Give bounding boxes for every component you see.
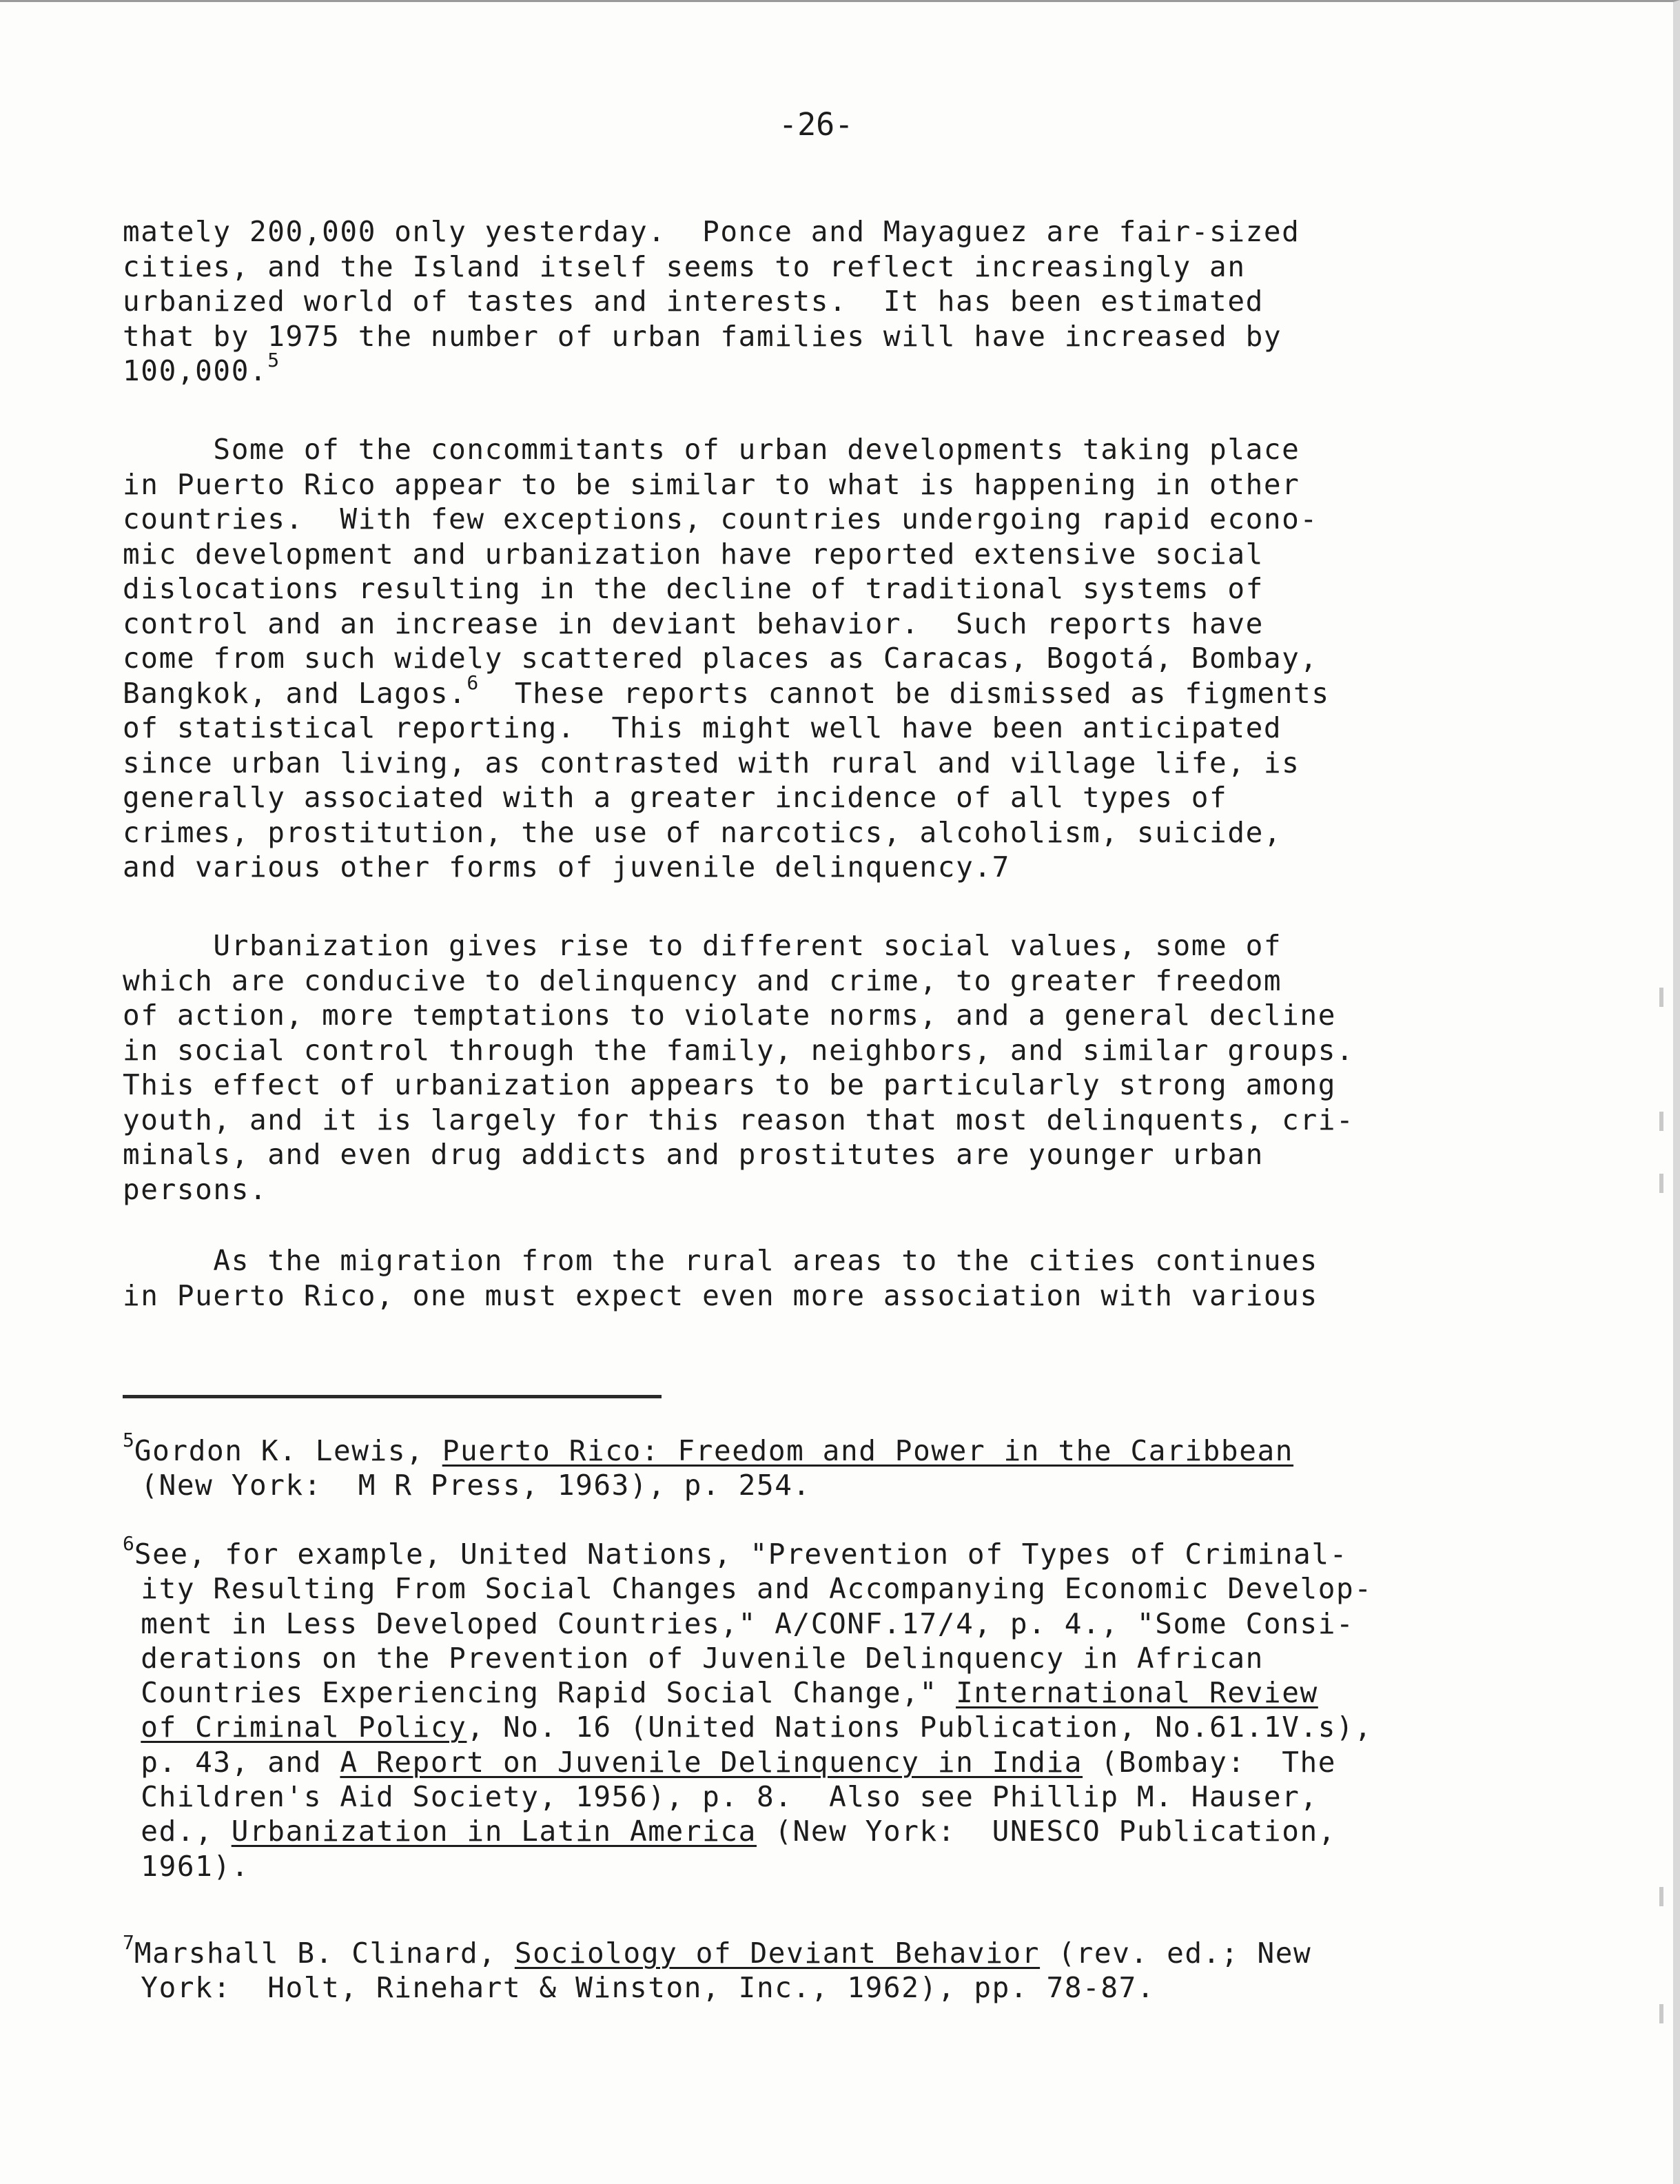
footnote-line — [123, 1675, 1542, 1710]
footnote-6 — [123, 1532, 1542, 1884]
text-line: urbanized world of tastes and interests. It has been estimated — [123, 285, 1264, 318]
text-line: youth, and it is largely for this reason that most delinquents, cri- — [123, 1103, 1355, 1136]
text-line: that by 1975 the number of urban families will have increased by — [123, 319, 1282, 353]
footnote-line: derations on the Prevention of Juvenile Delinquency in African — [123, 1641, 1264, 1675]
footnote-line — [123, 1532, 1542, 1571]
text-line: As the migration from the rural areas to the cities continues — [123, 1244, 1318, 1277]
text-fragment — [123, 1711, 141, 1744]
cited-title: Urbanization in Latin America — [231, 1815, 757, 1848]
footnote-line — [123, 1429, 1542, 1468]
text-line — [123, 671, 1542, 711]
footnote-line — [123, 1745, 1542, 1779]
cited-title: Sociology of Deviant Behavior — [514, 1937, 1041, 1970]
scan-edge-mark — [1659, 1112, 1663, 1131]
footnote-number: 6 — [123, 1532, 134, 1555]
text-fragment: Countries Experiencing Rapid Social Change," — [123, 1676, 956, 1710]
scan-edge-mark — [1659, 1887, 1663, 1906]
text-fragment: (rev. ed.; New — [1040, 1937, 1312, 1970]
text-line — [123, 349, 1542, 389]
text-line: Some of the concommitants of urban developments taking place — [123, 433, 1300, 466]
text-fragment: These reports cannot be dismissed as figments — [478, 676, 1330, 710]
text-line: minals, and even drug addicts and prostitutes are younger urban — [123, 1138, 1264, 1171]
text-line: control and an increase in deviant behavior. Such reports have — [123, 606, 1264, 640]
text-line: mic development and urbanization have reported extensive social — [123, 537, 1264, 571]
text-line: of statistical reporting. This might well have been anticipated — [123, 711, 1282, 744]
page-number: -26- — [779, 106, 854, 143]
footnote-7 — [123, 1931, 1542, 2006]
paragraph-4 — [123, 1243, 1542, 1313]
text-line: dislocations resulting in the decline of traditional systems of — [123, 572, 1264, 605]
cited-title: International Review — [956, 1676, 1318, 1710]
text-line: Urbanization gives rise to different social values, some of — [123, 929, 1282, 962]
footnote-ref-6: 6 — [467, 671, 479, 694]
scan-edge-mark — [1659, 988, 1663, 1007]
text-line: mately 200,000 only yesterday. Ponce and Mayaguez are fair-sized — [123, 215, 1300, 248]
footnote-line: Children's Aid Society, 1956), p. 8. Also see Phillip M. Hauser, — [123, 1780, 1318, 1814]
scan-edge-mark — [1659, 1174, 1663, 1193]
text-line: of action, more temptations to violate norms, and a general decline — [123, 999, 1337, 1032]
footnote-ref-5: 5 — [267, 349, 280, 371]
text-fragment: Bangkok, and Lagos. — [123, 676, 467, 710]
footnote-line: ity Resulting From Social Changes and Accompanying Economic Develop- — [123, 1572, 1373, 1606]
footnote-separator — [123, 1395, 662, 1398]
footnote-line: (New York: M R Press, 1963), p. 254. — [123, 1469, 811, 1502]
paragraph-3 — [123, 928, 1542, 1207]
text-fragment: (New York: UNESCO Publication, — [756, 1815, 1337, 1848]
text-fragment: p. 43, and — [123, 1745, 340, 1779]
cited-title: Puerto Rico: Freedom and Power in the Caribbean — [442, 1434, 1294, 1467]
footnote-line: 1961). — [123, 1849, 249, 1883]
text-fragment: Marshall B. Clinard, — [134, 1937, 515, 1970]
footnote-line: York: Holt, Rinehart & Winston, Inc., 1962), pp. 78-87. — [123, 1971, 1156, 2005]
paragraph-1 — [123, 214, 1542, 389]
text-line: generally associated with a greater incidence of all types of — [123, 781, 1228, 814]
footnote-number: 5 — [123, 1429, 134, 1451]
footnote-line — [123, 1931, 1542, 1970]
text-line: in Puerto Rico appear to be similar to what is happening in other — [123, 467, 1300, 501]
cited-title: of Criminal Policy — [141, 1711, 467, 1744]
text-line: This effect of urbanization appears to be particularly strong among — [123, 1068, 1337, 1101]
text-line: come from such widely scattered places as Caracas, Bogotá, Bombay, — [123, 642, 1318, 675]
text-line: since urban living, as contrasted with rural and village life, is — [123, 746, 1300, 779]
text-line: which are conducive to delinquency and crime, to greater freedom — [123, 963, 1282, 997]
text-fragment: 100,000. — [123, 354, 268, 387]
footnote-number: 7 — [123, 1931, 134, 1954]
text-fragment: See, for example, United Nations, "Prevention of Types of Criminal- — [134, 1538, 1348, 1571]
cited-title: A Report on Juvenile Delinquency in India — [340, 1745, 1083, 1779]
footnote-line — [123, 1710, 1542, 1744]
text-fragment: (Bombay: The — [1083, 1745, 1337, 1779]
text-line: persons. — [123, 1172, 268, 1206]
footnote-line: ment in Less Developed Countries," A/CONF.17/4, p. 4., "Some Consi- — [123, 1606, 1355, 1640]
footnote-5 — [123, 1429, 1542, 1503]
footnote-line — [123, 1814, 1542, 1848]
text-fragment: ed., — [123, 1815, 232, 1848]
text-line: and various other forms of juvenile delinquency.7 — [123, 850, 1010, 884]
scan-edge-mark — [1659, 2004, 1663, 2023]
text-line: in social control through the family, neighbors, and similar groups. — [123, 1033, 1355, 1067]
text-line: crimes, prostitution, the use of narcotics, alcoholism, suicide, — [123, 815, 1282, 849]
text-line: in Puerto Rico, one must expect even more association with various — [123, 1278, 1318, 1312]
text-fragment: Gordon K. Lewis, — [134, 1434, 442, 1467]
text-line: cities, and the Island itself seems to reflect increasingly an — [123, 249, 1246, 283]
text-line: countries. With few exceptions, countries undergoing rapid econo- — [123, 502, 1318, 535]
text-fragment: , No. 16 (United Nations Publication, No.61.1V.s), — [467, 1711, 1373, 1744]
paragraph-2 — [123, 432, 1542, 885]
